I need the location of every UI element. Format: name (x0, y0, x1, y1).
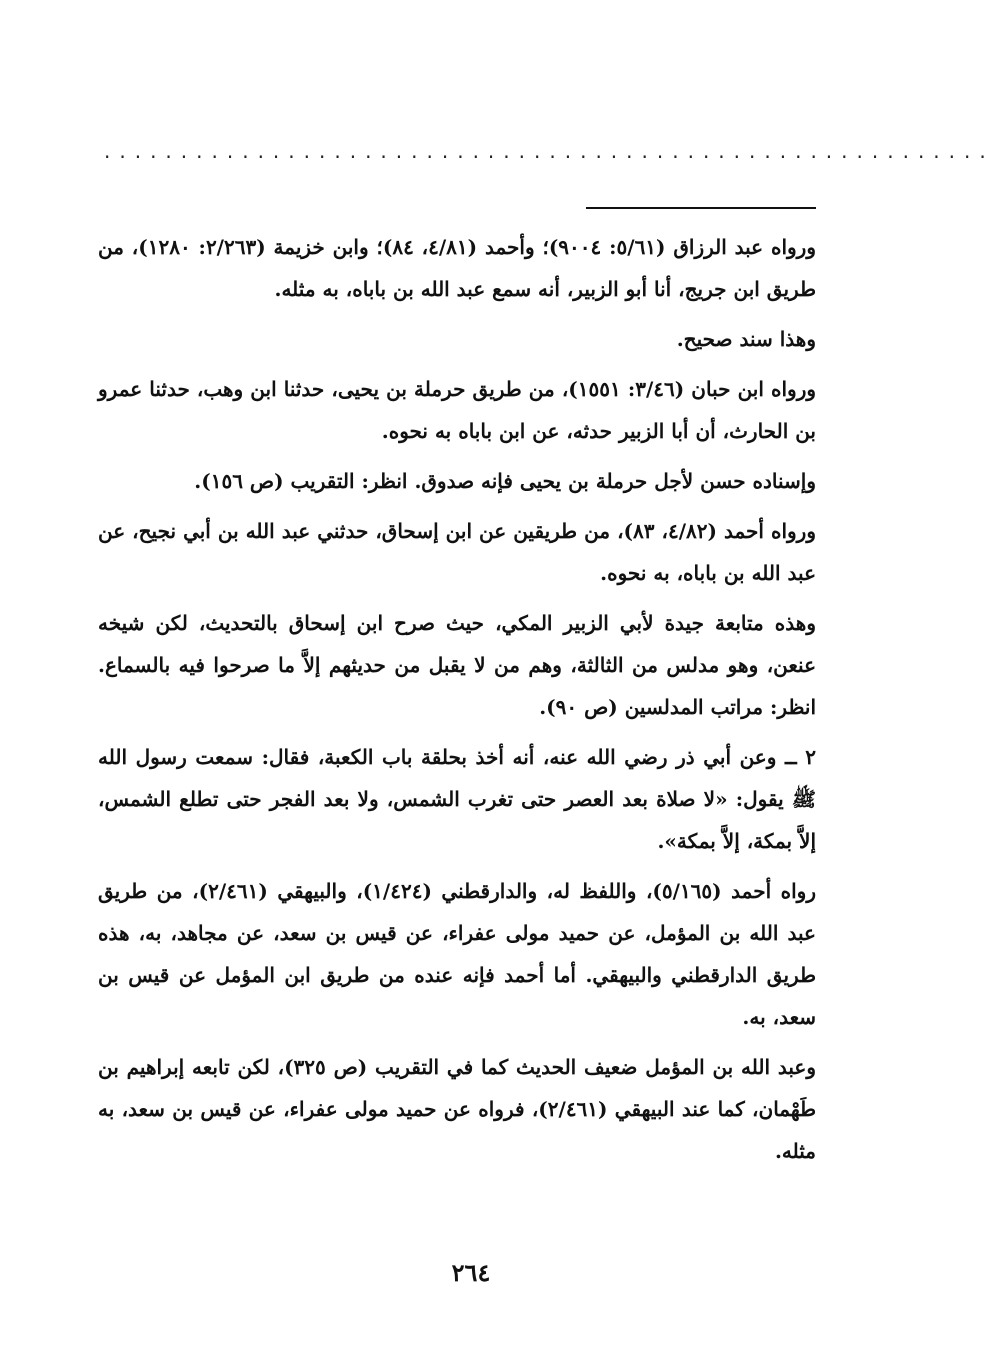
page-number: ٢٦٤ (451, 1258, 491, 1287)
separator-dots: ·························································· (104, 145, 995, 169)
paragraph: وهذا سند صحيح. (676, 327, 816, 351)
paragraph: وهذه متابعة جيدة لأبي الزبير المكي، حيث صرح ابن إسحاق بالتحديث، لكن شيخه عنعن، وهو مدلس من الثالثة، وهم من لا يقبل من حديثهم إلاَّ ما صرحوا فيه بالسماع. انظر: مراتب المدلسين (ص ٩٠). (98, 611, 816, 719)
footnote-text (98, 226, 816, 1180)
paragraph: ورواه أحمد (٤/٨٢، ٨٣)، من طريقين عن ابن إسحاق، حدثني عبد الله بن أبي نجيح، عن عبد الله بن باباه، به نحوه. (98, 519, 816, 585)
paragraph: وإسناده حسن لأجل حرملة بن يحيى فإنه صدوق. انظر: التقريب (ص ١٥٦). (194, 469, 816, 493)
paragraph: وعبد الله بن المؤمل ضعيف الحديث كما في التقريب (ص ٣٢٥)، لكن تابعه إبراهيم بن طَهْمان، كما عند البيهقي (٢/٤٦١)، فرواه عن حميد مولى عفراء، عن قيس بن سعد، به مثله. (98, 1055, 816, 1163)
paragraph: ورواه ابن حبان (٣/٤٦: ١٥٥١)، من طريق حرملة بن يحيى، حدثنا ابن وهب، حدثنا عمرو بن الحارث، أن أبا الزبير حدثه، عن ابن باباه به نحوه. (98, 377, 817, 443)
footnote-rule (586, 207, 816, 209)
paragraph: ٢ ــ وعن أبي ذر رضي الله عنه، أنه أخذ بحلقة باب الكعبة، فقال: سمعت رسول الله ﷺ يقول: «لا صلاة بعد العصر حتى تغرب الشمس، ولا بعد الفجر حتى تطلع الشمس، إلاَّ بمكة، إلاَّ بمكة». (98, 745, 816, 853)
paragraph: ورواه عبد الرزاق (٥/٦١: ٩٠٠٤)؛ وأحمد (٤/٨١، ٨٤)؛ وابن خزيمة (٢/٢٦٣: ١٢٨٠)، من طريق ابن جريج، أنا أبو الزبير، أنه سمع عبد الله بن باباه، به مثله. (98, 235, 816, 301)
paragraph: رواه أحمد (٥/١٦٥)، واللفظ له، والدارقطني (١/٤٢٤)، والبيهقي (٢/٤٦١)، من طريق عبد الله بن المؤمل، عن حميد مولى عفراء، عن قيس بن سعد، عن مجاهد، به، هذه طريق الدارقطني والبيهقي. أما أحمد فإنه عنده من طريق ابن المؤمل عن قيس بن سعد، به. (98, 879, 816, 1029)
